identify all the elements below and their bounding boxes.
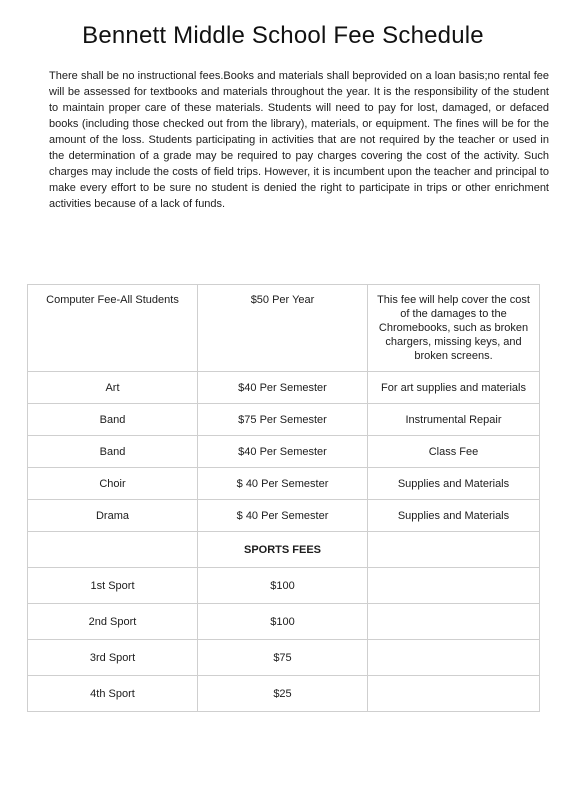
sports-fees-heading: SPORTS FEES bbox=[198, 532, 368, 568]
fee-amount-cell: $ 40 Per Semester bbox=[198, 468, 368, 500]
table-row bbox=[28, 640, 540, 676]
fee-table bbox=[27, 284, 540, 712]
fee-amount-cell: $ 40 Per Semester bbox=[198, 500, 368, 532]
sport-item-cell: 1st Sport bbox=[28, 568, 198, 604]
fee-item-cell: Art bbox=[28, 372, 198, 404]
sport-item-cell: 3rd Sport bbox=[28, 640, 198, 676]
table-row bbox=[28, 568, 540, 604]
table-row bbox=[28, 285, 540, 372]
table-row bbox=[28, 468, 540, 500]
fee-item-cell: Choir bbox=[28, 468, 198, 500]
fee-note-cell: Instrumental Repair bbox=[368, 404, 540, 436]
fee-note-cell: Supplies and Materials bbox=[368, 468, 540, 500]
sport-item-cell: 2nd Sport bbox=[28, 604, 198, 640]
sport-amount-cell: $100 bbox=[198, 568, 368, 604]
empty-cell bbox=[368, 604, 540, 640]
sport-amount-cell: $75 bbox=[198, 640, 368, 676]
table-row bbox=[28, 436, 540, 468]
fee-amount-cell: $40 Per Semester bbox=[198, 372, 368, 404]
fee-item-cell: Band bbox=[28, 436, 198, 468]
page-title: Bennett Middle School Fee Schedule bbox=[82, 22, 484, 49]
empty-cell bbox=[368, 568, 540, 604]
fee-amount-cell: $50 Per Year bbox=[198, 285, 368, 372]
fee-item-cell: Drama bbox=[28, 500, 198, 532]
sports-heading-row bbox=[28, 532, 540, 568]
fee-note-cell: Class Fee bbox=[368, 436, 540, 468]
fee-amount-cell: $40 Per Semester bbox=[198, 436, 368, 468]
table-row bbox=[28, 500, 540, 532]
empty-cell bbox=[368, 676, 540, 712]
intro-paragraph: There shall be no instructional fees.Books and materials shall beprovided on a loan basis;no rental fee will be assessed for textbooks and materials throughout the year. It is the responsibility of the student to maintain proper care of these materials. Students will need to pay for lost, damaged, or defaced books (including those checked out from the library), materials, or equipment. The fines will be for the amount of the loss. Students participating in activities that are not required by the teacher or used in the determination of a grade may be required to pay charges covering the cost of the activity. Such charges may include the costs of field trips. However, it is incumbent upon the teacher and principal to make every effort to be sure no student is denied the right to participate in trips or other enrichment activities because of a lack of funds. bbox=[49, 70, 549, 210]
empty-cell bbox=[368, 640, 540, 676]
empty-cell bbox=[368, 532, 540, 568]
table-row bbox=[28, 372, 540, 404]
fee-item-cell: Band bbox=[28, 404, 198, 436]
empty-cell bbox=[28, 532, 198, 568]
sport-amount-cell: $25 bbox=[198, 676, 368, 712]
fee-amount-cell: $75 Per Semester bbox=[198, 404, 368, 436]
sport-amount-cell: $100 bbox=[198, 604, 368, 640]
fee-note-cell: For art supplies and materials bbox=[368, 372, 540, 404]
table-row bbox=[28, 404, 540, 436]
sport-item-cell: 4th Sport bbox=[28, 676, 198, 712]
fee-note-cell: Supplies and Materials bbox=[368, 500, 540, 532]
table-row bbox=[28, 604, 540, 640]
fee-item-cell: Computer Fee-All Students bbox=[28, 285, 198, 372]
fee-note-cell: This fee will help cover the cost of the damages to the Chromebooks, such as broken chargers, missing keys, and broken screens. bbox=[368, 285, 540, 372]
table-row bbox=[28, 676, 540, 712]
